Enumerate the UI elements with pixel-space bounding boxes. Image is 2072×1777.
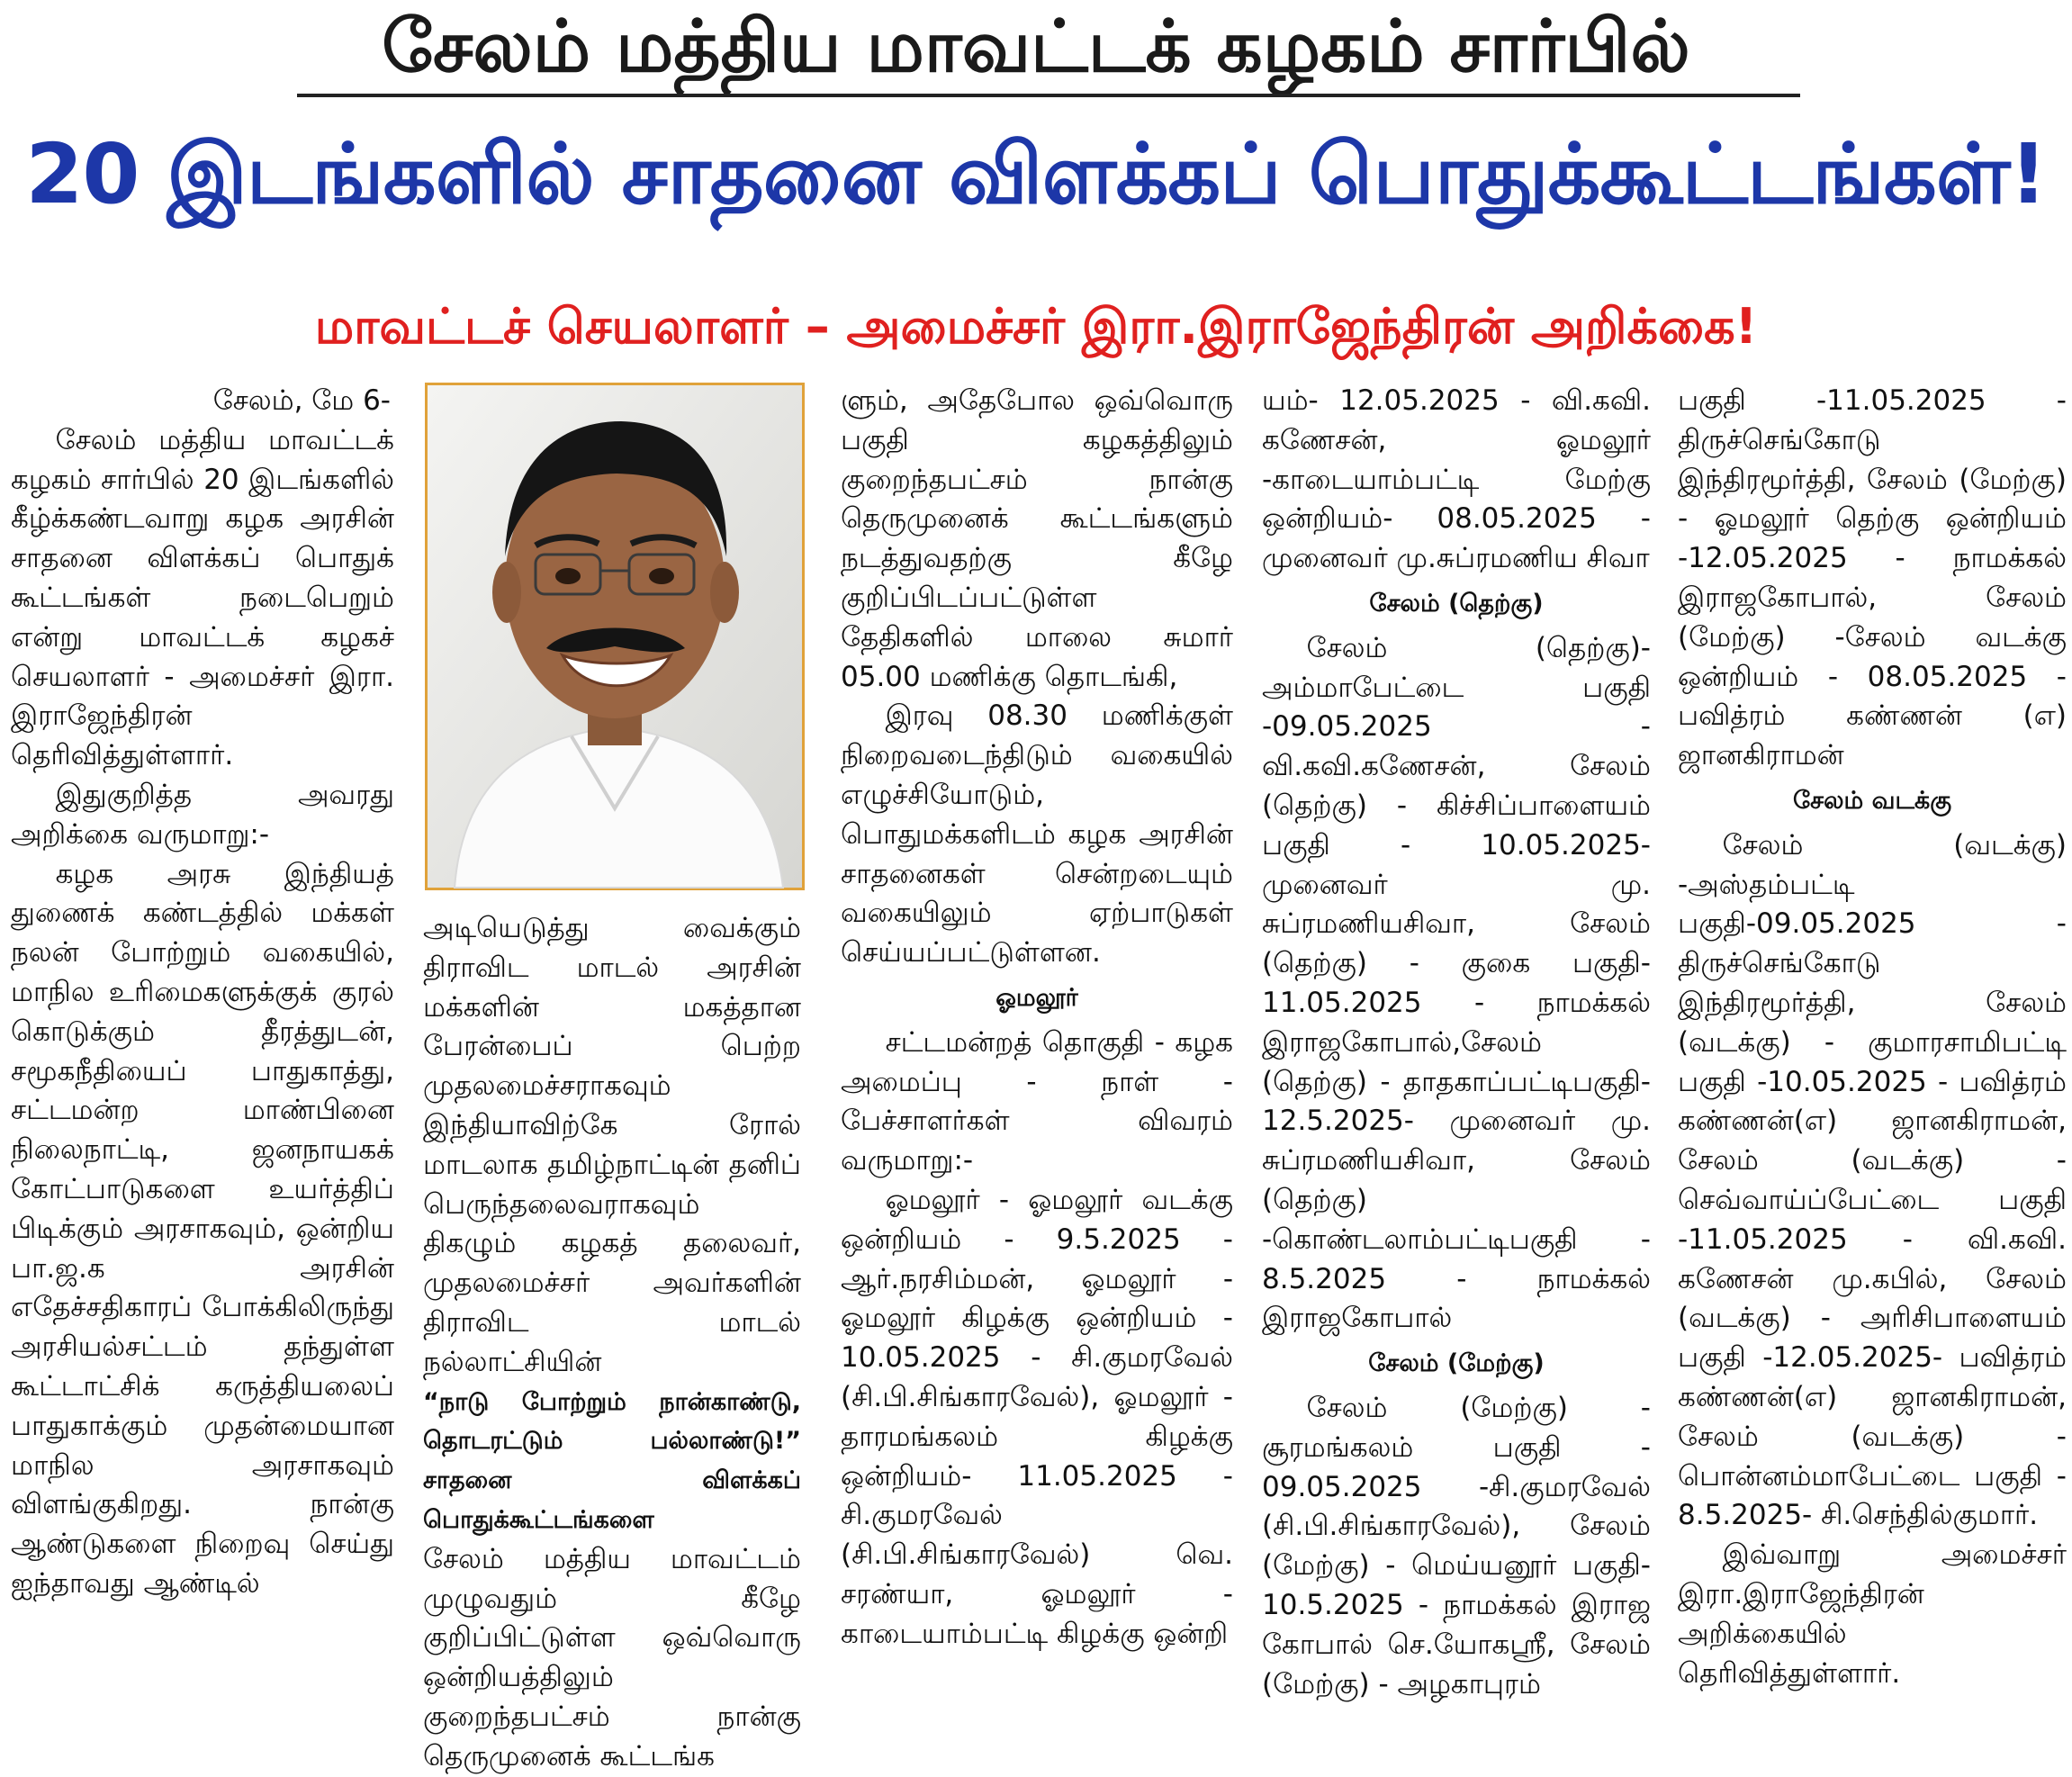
- portrait-photo: [425, 383, 805, 890]
- section-heading-salem-north: சேலம் வடக்கு: [1792, 786, 1952, 815]
- paragraph: கழக அரசு இந்தியத் துணைக் கண்டத்தில் மக்கள் நலன் போற்றும் வகையில், மாநில உரிமைகளுக்குக் குரல் கொடுக்கும் தீரத்துடன், சமூகநீதியைப் பாதுகாத்து, சட்டமன்ற மாண்பினை நிலைநாட்டி, ஜனநாயகக் கோட்பாடுகளை உயர்த்திப் பிடிக்கும் அரசாகவும், ஒன்றிய பா.ஜ.க அரசின் எதேச்சதிகாரப் போக்கிலிருந்து அரசியல்சட்டம் தந்துள்ள கூட்டாட்சிக் கருத்தியலைப் பாதுகாக்கும் முதன்மையான மாநில அரசாகவும் விளங்குகிறது. நான்கு ஆண்டுகளை நிறைவு செய்து ஐந்தாவது ஆண்டில்: [11, 857, 394, 1600]
- kicker-underline: [297, 94, 1800, 97]
- paragraph: சேலம் (தெற்கு)- அம்மாபேட்டை பகுதி -09.05.2025 - வி.கவி.கணேசன், சேலம் (தெற்கு) - கிச்சிப்பாளையம் பகுதி - 10.05.2025- முனைவர் மு. சுப்ரமணியசிவா, சேலம் (தெற்கு) - குகை பகுதி- 11.05.2025 - நாமக்கல் இராஜகோபால்,சேலம் (தெற்கு) - தாதகாப்பட்டிபகுதி- 12.5.2025- முனைவர் மு. சுப்ரமணியசிவா, சேலம் (தெற்கு) -கொண்டலாம்பட்டிபகுதி - 8.5.2025 - நாமக்கல் இராஜகோபால்: [1262, 631, 1651, 1335]
- paragraph: சேலம் (வடக்கு) -அஸ்தம்பட்டி பகுதி-09.05.2025 - திருச்செங்கோடு இந்திரமூர்த்தி, சேலம் (வடக்கு) - குமாரசாமிபட்டி பகுதி -10.05.2025 - பவித்ரம் கண்ணன்(எ) ஜானகிராமன், சேலம் (வடக்கு) - செவ்வாய்ப்பேட்டை பகுதி -11.05.2025 - வி.கவி. கணேசன் மு.கபில், சேலம் (வடக்கு) - அரிசிபாளையம் பகுதி -12.05.2025- பவித்ரம் கண்ணன்(எ) ஜானகிராமன், சேலம் (வடக்கு) - பொன்னம்மாபேட்டை பகுதி - 8.5.2025- சி.செந்தில்குமார்.: [1678, 828, 2067, 1532]
- paragraph: சேலம் மத்திய மாவட்டக் கழகம் சார்பில் 20 இடங்களில் கீழ்க்கண்டவாறு கழக அரசின் சாதனை விளக்கப் பொதுக் கூட்டங்கள் நடைபெறும் என்று மாவட்டக் கழகச் செயலாளர் - அமைச்சர் இரா. இராஜேந்திரன் தெரிவித்துள்ளார்.: [11, 423, 394, 772]
- paragraph: சேலம் மத்திய மாவட்டம் முழுவதும் கீழே குறிப்பிட்டுள்ள ஒவ்வொரு ஒன்றியத்திலும் குறைந்தபட்சம் நான்கு தெருமுனைக் கூட்டங்க: [423, 1542, 801, 1772]
- article-column-5: [1678, 382, 2067, 1727]
- article-column-3: [841, 382, 1233, 1727]
- paragraph: ஓமலூர் - ஓமலூர் வடக்கு ஒன்றியம் - 9.5.2025 - ஆர்.நரசிம்மன், ஓமலூர் - ஓமலூர் கிழக்கு ஒன்றியம் - 10.05.2025 - சி.குமரவேல் (சி.பி.சிங்காரவேல்), ஓமலூர் - தாரமங்கலம் கிழக்கு ஒன்றியம்- 11.05.2025 - சி.குமரவேல் (சி.பி.சிங்காரவேல்) வெ. சரண்யா, ஓமலூர் - காடையாம்பட்டி கிழக்கு ஒன்றி: [841, 1183, 1233, 1650]
- section-heading-omalur: ஓமலூர்: [995, 983, 1078, 1012]
- portrait-illustration: [428, 385, 802, 888]
- paragraph: இரவு 08.30 மணிக்குள் நிறைவடைந்திடும் வகையில் எழுச்சியோடும், பொதுமக்களிடம் கழக அரசின் சாதனைகள் சென்றடையும் வகையிலும் ஏற்பாடுகள் செய்யப்பட்டுள்ளன.: [841, 699, 1233, 970]
- main-headline: 20 இடங்களில் சாதனை விளக்கப் பொதுக்கூட்டங்கள்!: [25, 126, 2047, 222]
- paragraph: அடியெடுத்து வைக்கும் திராவிட மாடல் அரசின் மக்களின் மகத்தான பேரன்பைப் பெற்ற முதலமைச்சராகவும் இந்தியாவிற்கே ரோல் மாடலாக தமிழ்நாட்டின் தனிப் பெருந்தலைவராகவும் திகழும் கழகத் தலைவர், முதலமைச்சர் அவர்களின் திராவிட மாடல் நல்லாட்சியின்: [423, 912, 801, 1378]
- paragraph: யம்- 12.05.2025 - வி.கவி. கணேசன், ஓமலூர் -காடையாம்பட்டி மேற்கு ஒன்றியம்- 08.05.2025 - முனைவர் மு.சுப்ரமணிய சிவா: [1262, 384, 1651, 575]
- article-column-4: [1262, 382, 1651, 1727]
- paragraph: பகுதி -11.05.2025 - திருச்செங்கோடு இந்திரமூர்த்தி, சேலம் (மேற்கு) - ஓமலூர் தெற்கு ஒன்றியம் -12.05.2025 - நாமக்கல் இராஜகோபால், சேலம் (மேற்கு) -சேலம் வடக்கு ஒன்றியம் - 08.05.2025 - பவித்ரம் கண்ணன் (எ) ஜானகிராமன்: [1678, 384, 2067, 772]
- paragraph: ளும், அதேபோல ஒவ்வொரு பகுதி கழகத்திலும் குறைந்தபட்சம் நான்கு தெருமுனைக் கூட்டங்களும் நடத்துவதற்கு கீழே குறிப்பிடப்பட்டுள்ள தேதிகளில் மாலை சுமார் 05.00 மணிக்கு தொடங்கி,: [841, 384, 1233, 693]
- paragraph: சேலம் (மேற்கு) - சூரமங்கலம் பகுதி - 09.05.2025 -சி.குமரவேல் (சி.பி.சிங்காரவேல்), சேலம் (மேற்கு) - மெய்யனூர் பகுதி- 10.5.2025 - நாமக்கல் இராஜ கோபால் செ.யோகஸ்ரீ, சேலம் (மேற்கு) - அழகாபுரம்: [1262, 1391, 1651, 1700]
- dateline: சேலம், மே 6-: [212, 384, 391, 417]
- article-column-2: [423, 909, 801, 1772]
- section-heading-salem-west: சேலம் (மேற்கு): [1368, 1349, 1545, 1378]
- kicker-heading: சேலம் மத்திய மாவட்டக் கழகம் சார்பில்: [382, 5, 1690, 88]
- campaign-slogan: “நாடு போற்றும் நான்காண்டு, தொடரட்டும் பல்லாண்டு!” சாதனை விளக்கப் பொதுக்கூட்டங்களை: [423, 1387, 801, 1534]
- paragraph: இதுகுறித்த அவரது அறிக்கை வருமாறு:-: [11, 778, 394, 851]
- section-heading-salem-south: சேலம் (தெற்கு): [1369, 589, 1544, 618]
- sub-headline: மாவட்டச் செயலாளர் – அமைச்சர் இரா.இராஜேந்திரன் அறிக்கை!: [314, 298, 1758, 355]
- paragraph: இவ்வாறு அமைச்சர் இரா.இராஜேந்திரன் அறிக்கையில் தெரிவித்துள்ளார்.: [1678, 1538, 2067, 1690]
- article-column-1: [11, 382, 394, 1727]
- paragraph: சட்டமன்றத் தொகுதி - கழக அமைப்பு - நாள் - பேச்சாளர்கள் விவரம் வருமாறு:-: [841, 1025, 1233, 1177]
